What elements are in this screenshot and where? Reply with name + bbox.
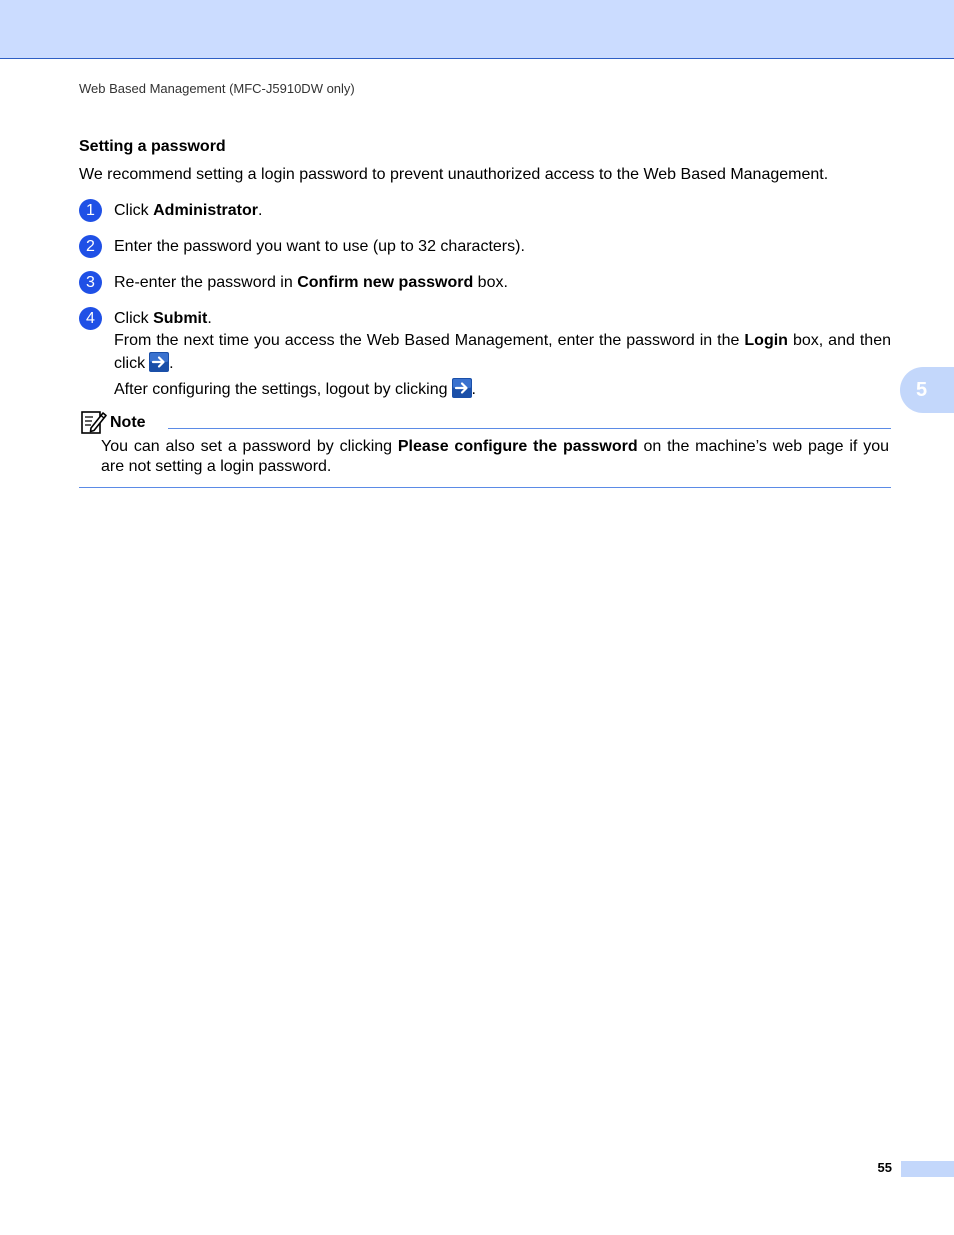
footer-tab	[901, 1161, 954, 1177]
step-4-detail-1-text: From the next time you access the Web Based Management, enter the password in the	[114, 332, 745, 349]
step-4-detail-1-end: .	[169, 355, 174, 372]
step-4-end: .	[207, 310, 212, 327]
pencil-note-icon	[81, 409, 107, 435]
step-4-line	[114, 309, 891, 329]
note-text	[101, 437, 889, 477]
step-2-body	[114, 237, 891, 257]
running-header: Web Based Management (MFC-J5910DW only)	[79, 81, 355, 96]
step-4-detail-1	[114, 329, 891, 375]
arrow-right-icon	[149, 352, 169, 372]
step-1-line	[114, 201, 891, 221]
step-1-bold: Administrator	[153, 202, 259, 219]
step-number-2: 2	[79, 235, 102, 258]
step-number-1: 1	[79, 199, 102, 222]
step-number-4: 4	[79, 307, 102, 330]
step-4-detail-1-post: box, and then click	[114, 332, 891, 372]
arrow-right-icon	[452, 378, 472, 398]
note-divider-top	[168, 428, 891, 429]
chapter-tab: 5	[900, 367, 954, 413]
step-4-body	[114, 309, 891, 401]
step-4-detail-2-text: After configuring the settings, logout by clicking	[114, 381, 448, 398]
note-text-bold: Please configure the password	[397, 438, 638, 455]
note-text-post: on the machine’s web page if you are not setting a login password.	[101, 438, 889, 475]
step-3-bold: Confirm new password	[297, 274, 474, 291]
section-title: Setting a password	[79, 138, 226, 155]
step-1-text: Click	[114, 202, 154, 219]
step-1-body	[114, 201, 891, 221]
step-2-text: Enter the password you want to use (up to 32 characters).	[114, 238, 525, 255]
step-3-line	[114, 273, 891, 293]
step-3-end: box.	[473, 274, 508, 291]
note-text-pre: You can also set a password by clicking	[101, 438, 398, 455]
step-3-text: Re-enter the password in	[114, 274, 298, 291]
top-header-band	[0, 0, 954, 59]
step-number-3: 3	[79, 271, 102, 294]
intro-paragraph: We recommend setting a login password to prevent unauthorized access to the Web Based Management.	[79, 166, 829, 183]
step-2-line	[114, 237, 891, 257]
step-4-bold: Submit	[153, 310, 208, 327]
step-4-text: Click	[114, 310, 154, 327]
step-4-detail-1-bold: Login	[744, 332, 788, 349]
note-label: Note	[110, 414, 146, 431]
step-3-body	[114, 273, 891, 293]
step-4-detail-2	[114, 378, 891, 401]
step-1-end: .	[258, 202, 263, 219]
page-number: 55	[877, 1160, 892, 1175]
step-4-detail-2-end: .	[471, 381, 476, 398]
note-divider-bottom	[79, 487, 891, 488]
